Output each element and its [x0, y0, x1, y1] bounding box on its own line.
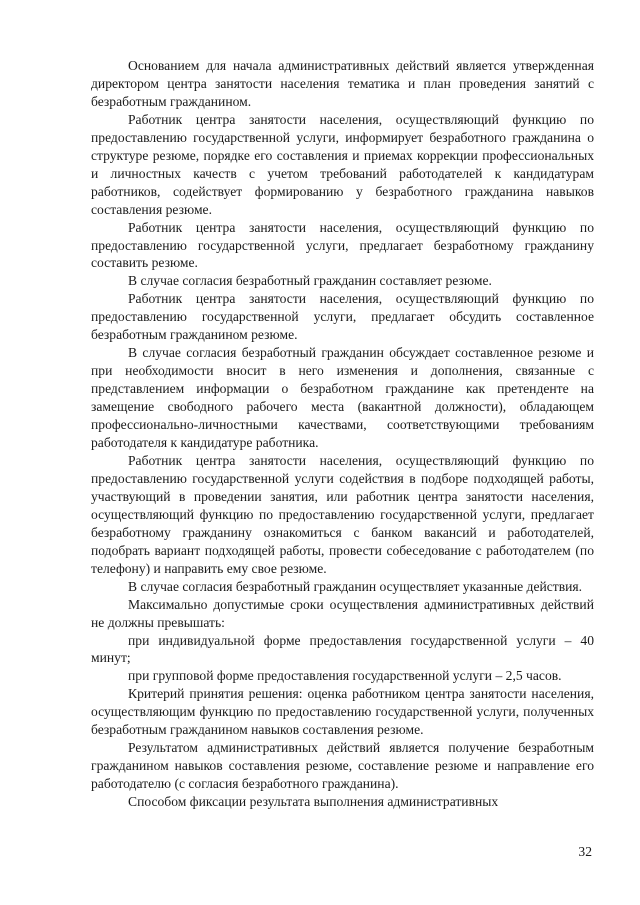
paragraph: при групповой форме предоставления государственной услуги – 2,5 часов. [128, 668, 562, 684]
paragraph: В случае согласия безработный гражданин осуществляет указанные действия. [128, 578, 583, 594]
paragraph: Результатом административных действий является получение безработным гражданином навыков составления резюме, составление резюме и направление его работодателю (с согласия безработного гражданина). [91, 740, 594, 792]
paragraph: Работник центра занятости населения, осуществляющий функцию по предоставлению государственной услуги, информирует безработного гражданина о структуре резюме, порядке его составления и приемах коррекции профессиональных и личностных качеств с учетом требований работодателей к кандидатурам работников, содействует формированию у безработного гражданина навыков составления резюме. [91, 111, 594, 217]
paragraph-continuing: Способом фиксации результата выполнения административных [128, 794, 499, 810]
paragraph: Работник центра занятости населения, осуществляющий функцию по предоставлению государственной услуги, предлагает безработному гражданину составить резюме. [91, 219, 594, 271]
paragraph: Работник центра занятости населения, осуществляющий функцию по предоставлению государственной услуги, предлагает обсудить составленное безработным гражданином резюме. [91, 291, 594, 343]
paragraph: Работник центра занятости населения, осуществляющий функцию по предоставлению государственной услуги содействия в подборе подходящей работы, участвующий в проведении занятия, или работник центра занятости населения, осуществляющий функцию по предоставлению государственной услуги, предлагает безработному гражданину ознакомиться с банком вакансий и работодателей, подобрать вариант подходящей работы, провести собеседование с работодателем (по телефону) и направить ему свое резюме. [91, 452, 594, 576]
paragraph: В случае согласия безработный гражданин составляет резюме. [128, 273, 492, 289]
page-number: 32 [578, 844, 592, 859]
paragraph: Критерий принятия решения: оценка работником центра занятости населения, осуществляющим функцию по предоставлению государственной услуги, полученных безработным гражданином навыков составления резюме. [91, 686, 594, 738]
paragraph: при индивидуальной форме предоставления государственной услуги – 40 минут; [91, 632, 594, 666]
paragraph: Основанием для начала административных действий является утвержденная директором центра занятости населения тематика и план проведения занятий с безработным гражданином. [91, 58, 594, 109]
paragraph: Максимально допустимые сроки осуществления административных действий не должны превышать: [91, 596, 594, 630]
paragraph: В случае согласия безработный гражданин обсуждает составленное резюме и при необходимости вносит в него изменения и дополнения, связанные с представлением информации о безработном гражданине как претенденте на замещение свободного рабочего места (вакантной должности), обладающем профессионально-личностными качествами, соответствующими требованиям работодателя к кандидатуре работника. [91, 345, 594, 451]
body-text [91, 57, 594, 811]
